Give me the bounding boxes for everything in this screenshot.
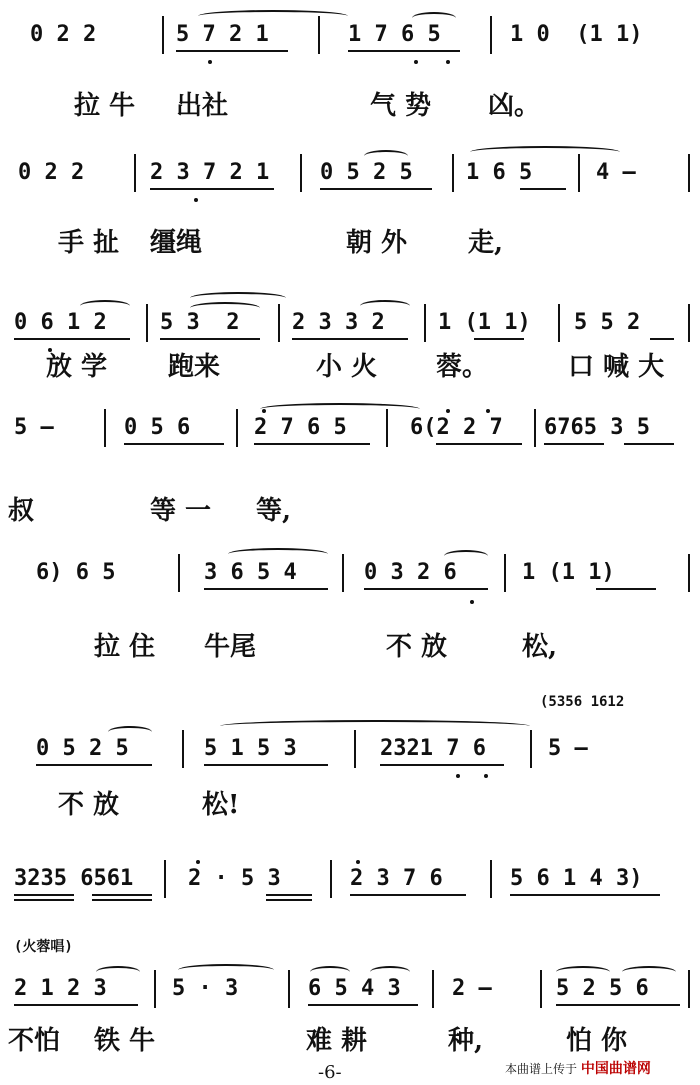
barline [452,154,454,192]
barline [688,304,690,342]
measure-1: 2 1 2 3 [14,976,107,1001]
measure-4: 5 — [548,736,588,761]
lyric: 铁 牛 [94,1026,156,1056]
lyric: 不怕 [8,1026,61,1056]
barline [178,554,180,592]
slur [370,966,410,978]
barline [578,154,580,192]
slur [360,300,410,312]
octave-dot [196,860,200,864]
measure-2: 2 · 5 3 [188,866,281,891]
watermark [505,1058,651,1078]
octave-dot [484,774,488,778]
octave-dot [208,60,212,64]
beam [380,764,504,766]
barline [490,860,492,898]
barline [164,860,166,898]
beam [510,894,660,896]
barline [504,554,506,592]
beam [320,188,432,190]
barline [688,970,690,1008]
beam [160,338,260,340]
barline [530,730,532,768]
octave-dot [470,600,474,604]
lyric: 手 扯 [58,228,120,258]
lyric: 牛尾 [204,632,257,662]
slur [220,720,530,732]
lyric: 怕 你 [566,1026,628,1056]
measure-1: 5 — [14,415,54,440]
beam [124,443,224,445]
beam [36,764,152,766]
measure-4: 2 — [452,976,492,1001]
slur [198,10,348,22]
octave-dot [446,409,450,413]
beam [176,50,288,52]
barline [432,970,434,1008]
beam [14,1004,138,1006]
slur [364,150,408,162]
lyric: 朝 外 [346,228,408,258]
beam [14,899,74,901]
measure-2: 5 3 2 [160,310,240,335]
annotation: (5356 1612 [540,694,625,710]
beam [350,894,466,896]
lyric: 走, [468,228,504,258]
lyric: 拉 牛 [74,91,136,121]
barline [182,730,184,768]
slur [96,966,140,978]
lyric: 放 学 [46,352,108,382]
barline [688,554,690,592]
lyric: 小 火 [316,352,378,382]
barline [342,554,344,592]
measure-4: 1 0 (1 1) [510,22,643,47]
octave-dot [446,60,450,64]
measure-3: 1 7 6 5 [348,22,441,47]
measure-3: 0 3 2 6 [364,560,457,585]
beam [204,588,328,590]
octave-dot [414,60,418,64]
beam [520,188,566,190]
measure-1: 3235 6561 [14,866,134,891]
barline [558,304,560,342]
barline [162,16,164,54]
measure-1: 0 2 2 [30,22,97,47]
measure-1: 0 2 2 [18,160,85,185]
lyric: 等, [256,496,292,526]
octave-dot [262,409,266,413]
beam [14,894,74,896]
beam [650,338,674,340]
watermark-site: 中国曲谱网 [580,1061,651,1077]
lyric: 缰绳 [150,228,203,258]
lyric: 叔 [8,496,35,526]
barline [540,970,542,1008]
measure-2: 5 · 3 [172,976,239,1001]
watermark-text: 本曲谱上传于 [505,1062,578,1076]
octave-dot [194,198,198,202]
slur [190,302,260,314]
beam [92,894,152,896]
barline [278,304,280,342]
beam [624,443,674,445]
measure-2: 3 6 5 4 [204,560,297,585]
barline [104,409,106,447]
measure-4: 1 (1 1) [438,310,531,335]
beam [92,899,152,901]
measure-5: 5 2 5 6 [556,976,649,1001]
lyric: 等 一 [150,496,212,526]
barline [154,970,156,1008]
barline [146,304,148,342]
beam [204,764,328,766]
barline [688,154,690,192]
beam [150,188,274,190]
measure-1: 0 6 1 2 [14,310,107,335]
barline [354,730,356,768]
slur [228,548,328,560]
measure-4: 1 6 5 [466,160,533,185]
lyric: 松, [522,632,558,662]
measure-2: 5 1 5 3 [204,736,297,761]
octave-dot [356,860,360,864]
beam [596,588,656,590]
lyric: 跑来 [168,352,221,382]
lyric: 口 喊 大 [568,352,665,382]
beam [266,899,312,901]
slur [412,12,456,24]
barline [490,16,492,54]
measure-4: 6(2 2 7 [410,415,503,440]
beam [292,338,408,340]
measure-3: 2 3 3 2 [292,310,385,335]
lyric: 凶。 [488,91,541,121]
measure-5: 6765 3 5 [544,415,650,440]
slur [556,966,610,978]
measure-1: 0 5 2 5 [36,736,129,761]
measure-5: 5 5 2 [574,310,641,335]
lyric: 气 势 [370,91,432,121]
barline [534,409,536,447]
measure-4: 1 (1 1) [522,560,615,585]
beam [474,338,524,340]
barline [424,304,426,342]
beam [364,588,488,590]
slur [178,964,274,976]
slur [108,726,152,738]
lyric: 难 耕 [306,1026,368,1056]
barline [134,154,136,192]
measure-3: 6 5 4 3 [308,976,401,1001]
measure-1: 6) 6 5 [36,560,116,585]
beam [348,50,460,52]
slur [622,966,676,978]
lyric: 不 放 [386,632,448,662]
slur [444,550,488,562]
lyric: 出社 [176,91,229,121]
beam [436,443,522,445]
measure-2: 5 7 2 1 [176,22,269,47]
measure-5: 4 — [596,160,636,185]
barline [236,409,238,447]
lyric: 蓉。 [436,352,489,382]
slur [310,966,350,978]
measure-3: 2321 7 6 [380,736,486,761]
lyric: 种, [448,1026,484,1056]
octave-dot [486,409,490,413]
page-number: -6- [318,1062,342,1083]
measure-2: 2 3 7 2 1 [150,160,270,185]
barline [330,860,332,898]
singer-annotation: (火蓉唱) [14,939,73,955]
lyric: 不 放 [58,790,120,820]
slur [260,403,420,415]
barline [300,154,302,192]
beam [556,1004,680,1006]
beam [14,338,130,340]
barline [288,970,290,1008]
measure-3: 2 7 6 5 [254,415,347,440]
beam [266,894,312,896]
lyric: 拉 住 [94,632,156,662]
beam [308,1004,418,1006]
lyric: 松! [202,790,240,820]
slur [80,300,130,312]
measure-3: 2 3 7 6 [350,866,443,891]
measure-3: 0 5 2 5 [320,160,413,185]
beam [544,443,604,445]
octave-dot [456,774,460,778]
measure-4: 5 6 1 4 3) [510,866,643,891]
slur [470,146,620,158]
beam [254,443,370,445]
measure-2: 0 5 6 [124,415,191,440]
